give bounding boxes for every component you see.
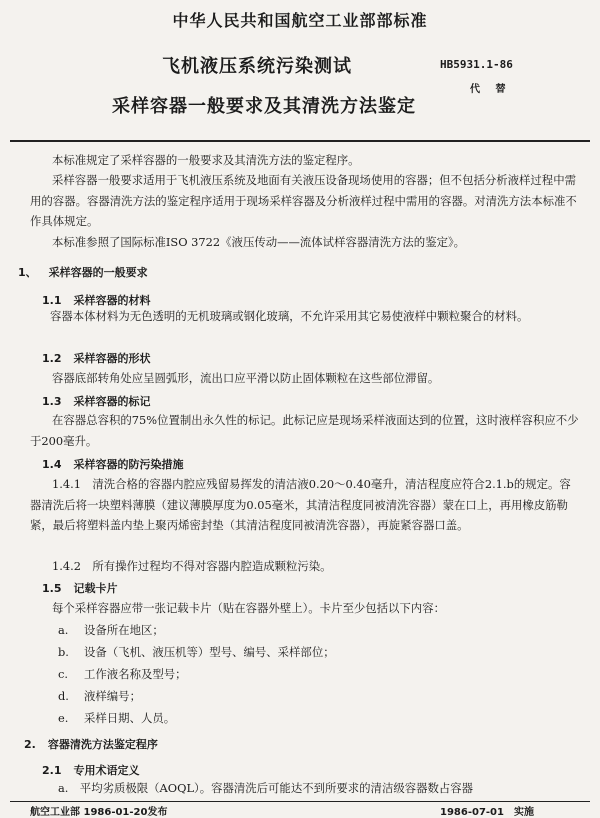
section-2-1-a-text: a. 平均劣质极限（AOQL）。容器清洗后可能达不到所要求的清洁级容器数占容器 [58,781,474,795]
intro-p1: 本标准规定了采样容器的一般要求及其清洗方法的鉴定程序。 [52,153,360,167]
effective-date: 1986-07-01 实施 [440,807,534,818]
section-1-1-text: 容器本体材料为无色透明的无机玻璃或钢化玻璃，不允许采用其它易使液样中颗粒聚合的材料。 [50,309,529,323]
issue-date: 航空工业部 1986-01-20发布 [30,807,168,818]
title-line-1: 飞机液压系统污染测试 [162,56,352,77]
list-item: e. 采样日期、人员。 [58,711,176,725]
section-1-4-heading: 1.4 采样容器的防污染措施 [42,458,184,471]
intro-p2: 采样容器一般要求适用于飞机液压系统及地面有关液压设备现场使用的容器；但不包括分析液样过程中需用的容器。容器清洗方法的鉴定程序适用于现场采样容器及分析液样过程中需用的容器。对清洗方法本标准不作具体规定。 [30,173,577,228]
section-1-2-heading: 1.2 采样容器的形状 [42,352,151,365]
intro-p3: 本标准参照了国际标准ISO 3722《液压传动——流体试样容器清洗方法的鉴定》。 [52,235,466,249]
section-1-1-heading: 1.1 采样容器的材料 [42,294,151,307]
title-line-2: 采样容器一般要求及其清洗方法鉴定 [112,96,416,117]
list-item: a. 设备所在地区； [58,623,164,637]
list-item: d. 液样编号； [58,689,141,703]
footer-rule [10,801,590,802]
list-item: c. 工作液名称及型号； [58,667,187,681]
header-rule [10,140,590,142]
section-1-heading: 1、 采样容器的一般要求 [18,266,148,279]
list-item: b. 设备（飞机、液压机等）型号、编号、采样部位； [58,645,335,659]
issuing-organization: 中华人民共和国航空工业部部标准 [172,11,428,30]
section-2-heading: 2. 容器清洗方法鉴定程序 [24,738,158,751]
section-1-4-1-text: 1.4.1 清洗合格的容器内腔应残留易挥发的清洁液0.20～0.40毫升，清洁程度应符合2.1.b的规定。容器清洗后将一块塑料薄膜（建议薄膜厚度为0.05毫米，其清洁程度同被清洗容器）蒙在口上，再用橡皮筋勒紧，最后将塑料盖内垫上聚丙烯密封垫（其清洁程度同被清洗容器），再旋紧容器口盖。 [30,477,571,532]
section-1-3-heading: 1.3 采样容器的标记 [42,395,151,408]
section-2-1-heading: 2.1 专用术语定义 [42,764,140,777]
replaces-label: 代 替 [470,84,512,95]
section-1-2-text: 容器底部转角处应呈圆弧形，流出口应平滑以防止固体颗粒在这些部位滞留。 [52,371,440,385]
standard-number: HB5931.1-86 [440,58,513,71]
section-1-3-text: 在容器总容积的75%位置制出永久性的标记。此标记应是现场采样液面达到的位置，这时液样容积应不少于200毫升。 [30,413,579,448]
section-1-4-2-text: 1.4.2 所有操作过程均不得对容器内腔造成颗粒污染。 [52,559,332,573]
section-1-5-heading: 1.5 记载卡片 [42,582,118,595]
section-1-5-text: 每个采样容器应带一张记载卡片（贴在容器外壁上）。卡片至少包括以下内容： [52,601,445,615]
